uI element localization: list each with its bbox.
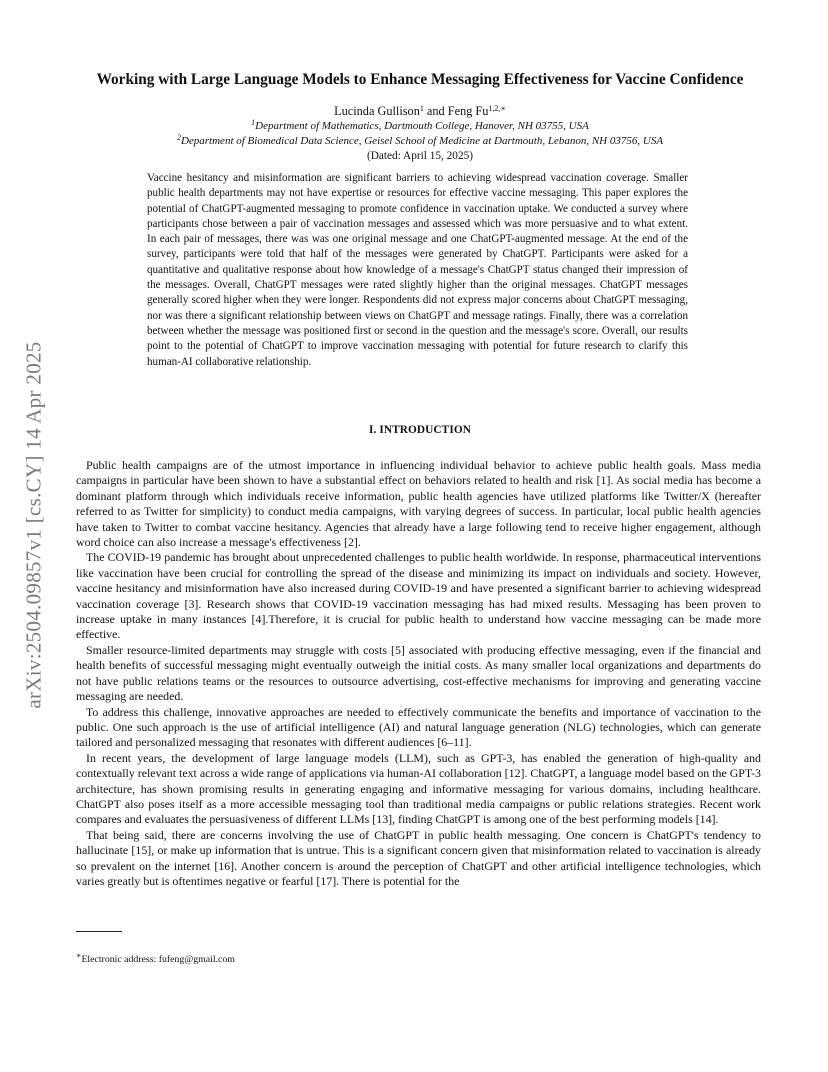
introduction-body [76, 458, 761, 889]
affiliation-line [70, 134, 770, 149]
body-paragraph: In recent years, the development of large language models (LLM), such as GPT-3, has enabled the generation of high-quality and contextually relevant text across a wide range of applications via human-AI collaboration [12]. ChatGPT, a language model based on the GPT-3 architecture, has shown promising results in generating engaging and informative messaging for various domains, including healthcare. ChatGPT also poses itself as a more accessible messaging tool than traditional media campaigns or public relations strategies. Recent work compares and evaluates the persuasiveness of different LLMs [13], finding ChatGPT is among one of the best performing models [14]. [76, 750, 761, 827]
footnote-text: Electronic address: fufeng@gmail.com [81, 954, 235, 965]
dated-line: (Dated: April 15, 2025) [366, 150, 474, 162]
footnote-marker: ∗ [76, 951, 82, 960]
body-paragraph: To address this challenge, innovative approaches are needed to effectively communicate the benefits and importance of vaccination to the public. One such approach is the use of artificial intelligence (AI) and natural language generation (NLG) technologies, which can generate tailored and personalized messaging that resonates with different audiences [6–11]. [76, 704, 761, 750]
author-name: Feng Fu [447, 104, 489, 118]
affiliation-text: Department of Biomedical Data Science, Geisel School of Medicine at Dartmouth, Lebanon, NH 03756, USA [180, 135, 664, 147]
affiliation-marker: 1 [419, 104, 424, 113]
arxiv-side-stamp [14, 290, 54, 760]
author-name: Lucinda Gullison [334, 104, 420, 118]
body-paragraph: Smaller resource-limited departments may struggle with costs [5] associated with producing effective messaging, even if the financial and health benefits of successful messaging might eventually outweigh the initial costs. As many smaller local organizations and departments do not have public relations teams or the resources to outsource advertising, cost-effective mechanisms for improving and generating vaccine messaging are needed. [76, 642, 761, 704]
footnote [76, 953, 235, 966]
body-paragraph: That being said, there are concerns involving the use of ChatGPT in public health messaging. One concern is ChatGPT's tendency to hallucinate [15], or make up information that is untrue. This is a significant concern given that misinformation related to vaccination is already so prevalent on the internet [16]. Another concern is around the perception of ChatGPT and other artificial intelligence technologies, which varies greatly but is oftentimes negative or fearful [17]. There is potential for the [76, 827, 761, 888]
affiliation-number: 1 [251, 118, 256, 127]
author-list [70, 104, 770, 119]
affiliation-line [70, 119, 770, 134]
author-conjunction: and [423, 104, 448, 118]
affiliation-text: Department of Mathematics, Dartmouth College, Hanover, NH 03755, USA [255, 120, 589, 132]
arxiv-identifier: arXiv:2504.09857v1 [cs.CY] 14 Apr 2025 [21, 341, 46, 709]
affiliation-marker: 1,2,∗ [488, 104, 506, 113]
body-paragraph: The COVID-19 pandemic has brought about unprecedented challenges to public health worldwide. In response, pharmaceutical interventions like vaccination have been crucial for controlling the spread of the disease and minimizing its impact on individuals and society. However, vaccine hesitancy and misinformation have also increased during COVID-19 and have presented a significant barrier to achieving widespread vaccination coverage [3]. Research shows that COVID-19 vaccination messaging has had mixed results. Messaging has been proven to increase uptake in many instances [4].Therefore, it is crucial for public health to understand how vaccine messaging can be made more effective. [76, 550, 761, 642]
author-block [70, 104, 770, 164]
body-paragraph: Public health campaigns are of the utmost importance in influencing individual behavior to achieve public health goals. Mass media campaigns in particular have been shown to have a substantial effect on behaviors related to health and risk [1]. As social media has become a dominant platform through which individuals receive information, public health agencies have utilized platforms like Twitter/X (hereafter referred to as Twitter for simplicity) to conduct media campaigns, with varying degrees of success. In particular, local public health agencies have taken to Twitter to combat vaccine hesitancy. Agencies that already have a large following tend to receive higher engagement, although word choice can also increase a message's effectiveness [2]. [76, 458, 761, 550]
affiliation-number: 2 [176, 133, 181, 142]
paper-title: Working with Large Language Models to Enhance Messaging Effectiveness for Vaccine Confidence [96, 71, 744, 88]
abstract: Vaccine hesitancy and misinformation are significant barriers to achieving widespread vaccination coverage. Smaller public health departments may not have expertise or resources for effective vaccine messaging. This paper explores the potential of ChatGPT-augmented messaging to promote confidence in vaccination uptake. We conducted a survey where participants chose between a pair of vaccination messages and assessed which was more persuasive and to what extent. In each pair of messages, there was was one original message and one ChatGPT-augmented message. At the end of the survey, participants were told that half of the messages were generated by ChatGPT. Participants were asked for a quantitative and qualitative response about how knowledge of a message's ChatGPT status changed their impression of the messages. Overall, ChatGPT messages were rated slightly higher than the original messages. ChatGPT messages generally scored higher when they were longer. Respondents did not express major concerns about ChatGPT messaging, nor was there a significant relationship between views on ChatGPT and message ratings. Finally, there was a correlation between whether the message was positioned first or second in the question and the message's score. Overall, our results point to the potential of ChatGPT to improve vaccination messaging with potential for future research to clarify this human-AI collaborative relationship. [147, 172, 688, 368]
footnote-divider [76, 931, 122, 932]
section-heading: I. INTRODUCTION [369, 424, 471, 436]
